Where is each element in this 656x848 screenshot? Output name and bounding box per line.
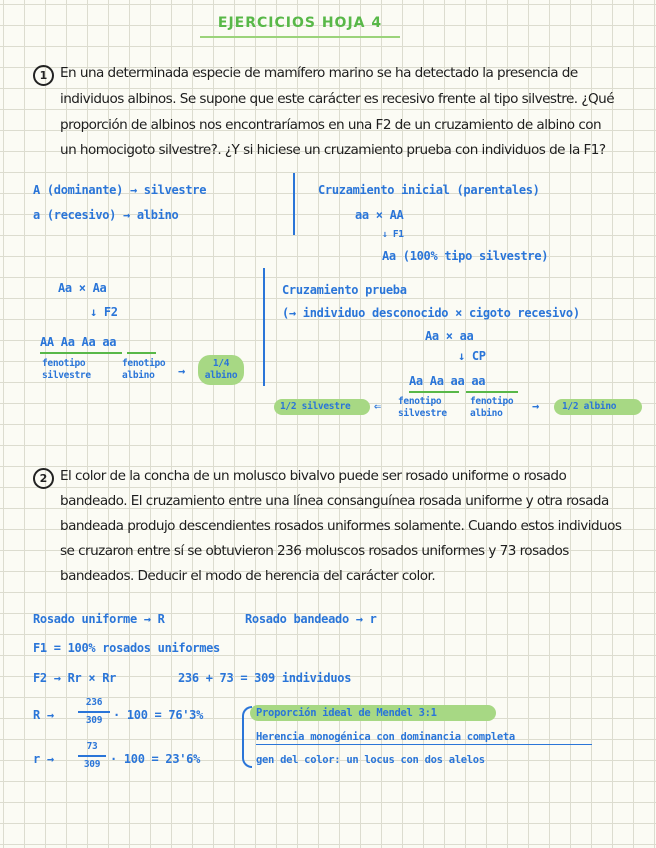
f1-result: Aa (100% tipo silvestre)	[382, 249, 549, 263]
f2-albino-underline	[127, 352, 156, 354]
calc-r-banded-prefix: r →	[33, 752, 54, 766]
calc-r-uniform-numerator: 236	[85, 697, 103, 708]
q2-f1: F1 = 100% rosados uniformes	[33, 641, 220, 655]
allele-uniform: Rosado uniforme → R	[33, 612, 165, 626]
f2-wild-underline	[40, 352, 122, 354]
test-phenotype-albino: fenotipo albino	[470, 396, 514, 419]
test-cross-arrow: ↓ CP	[458, 349, 486, 363]
title-underline	[200, 36, 400, 38]
test-ratio-albino: 1/2 albino	[562, 401, 617, 412]
test-cross-subtitle: (→ individuo desconocido × cigoto recesivo)	[282, 306, 580, 320]
question-1-line-3: proporción de albinos nos encontraríamos en una F2 de un cruzamiento de albino con	[60, 117, 602, 133]
question-1-line-4: un homocigoto silvestre?. ¿Y si hiciese un cruzamiento prueba con individuos de la F1?	[60, 142, 606, 158]
question-1-line-1: En una determinada especie de mamífero marino se ha detectado la presencia de	[60, 65, 578, 81]
divider-top	[293, 173, 295, 235]
page-title: EJERCICIOS HOJA 4	[217, 15, 383, 31]
divider-bottom	[263, 268, 265, 386]
calc-r-banded-denominator: 309	[83, 759, 101, 770]
initial-cross-title: Cruzamiento inicial (parentales)	[318, 183, 540, 197]
question-2-line-2: bandeado. El cruzamiento entre una línea consanguínea rosada uniforme y otra rosada	[60, 493, 609, 509]
f2-ratio: 1/4 albino	[204, 358, 238, 381]
allele-recessive: a (recesivo) → albino	[33, 208, 179, 222]
allele-dominant: A (dominante) → silvestre	[33, 183, 207, 197]
calc-r-banded-result: · 100 = 23'6%	[110, 752, 201, 766]
f2-genotypes: AA Aa Aa aa	[40, 335, 117, 349]
test-ratio-wild-arrow: ⇐	[374, 399, 381, 413]
question-2-number: 2	[33, 468, 54, 489]
f2-phenotype-wild: fenotipo silvestre	[42, 358, 91, 381]
question-1-line-2: individuos albinos. Se supone que este carácter es recesivo frente al tipo silvestre. ¿Qué	[60, 91, 615, 107]
test-albino-underline	[466, 391, 518, 393]
test-cross-title: Cruzamiento prueba	[282, 283, 407, 297]
f1-cross: Aa × Aa	[58, 281, 107, 295]
question-2-line-1: El color de la concha de un molusco bivalvo puede ser rosado uniforme o rosado	[60, 468, 567, 484]
question-1-number: 1	[33, 65, 54, 86]
test-ratio-albino-arrow: →	[532, 399, 539, 413]
question-2-line-4: se cruzaron entre sí se obtuvieron 236 moluscos rosados uniformes y 73 rosados	[60, 543, 569, 559]
f2-phenotype-albino: fenotipo albino	[122, 358, 166, 381]
q2-f2: F2 → Rr × Rr	[33, 671, 117, 685]
calc-r-uniform-fraction-bar	[78, 711, 110, 713]
allele-banded: Rosado bandeado → r	[245, 612, 377, 626]
initial-cross: aa × AA	[355, 208, 404, 222]
f2-ratio-arrow: →	[178, 364, 185, 378]
calc-r-uniform-denominator: 309	[85, 715, 103, 726]
test-ratio-wild: 1/2 silvestre	[280, 401, 351, 412]
calc-r-uniform-prefix: R →	[33, 708, 54, 722]
conclusion-3: gen del color: un locus con dos alelos	[256, 754, 485, 766]
question-2-line-5: bandeados. Deducir el modo de herencia del carácter color.	[60, 568, 436, 584]
test-cross: Aa × aa	[425, 329, 474, 343]
test-phenotype-wild: fenotipo silvestre	[398, 396, 447, 419]
calc-r-banded-numerator: 73	[86, 741, 98, 752]
calc-r-uniform-result: · 100 = 76'3%	[113, 708, 204, 722]
f1-arrow: ↓ F1	[382, 229, 404, 240]
test-genotypes: Aa Aa aa aa	[409, 374, 486, 388]
conclusion-1: Proporción ideal de Mendel 3:1	[256, 707, 437, 719]
conclusion-2-underline	[256, 744, 592, 745]
f2-arrow: ↓ F2	[90, 305, 118, 319]
question-2-line-3: bandeada produjo descendientes rosados uniformes solamente. Cuando estos individuos	[60, 518, 622, 534]
conclusion-2: Herencia monogénica con dominancia completa	[256, 731, 515, 743]
q2-total: 236 + 73 = 309 individuos	[178, 671, 352, 685]
test-wild-underline	[409, 391, 459, 393]
calc-r-banded-fraction-bar	[78, 755, 106, 757]
